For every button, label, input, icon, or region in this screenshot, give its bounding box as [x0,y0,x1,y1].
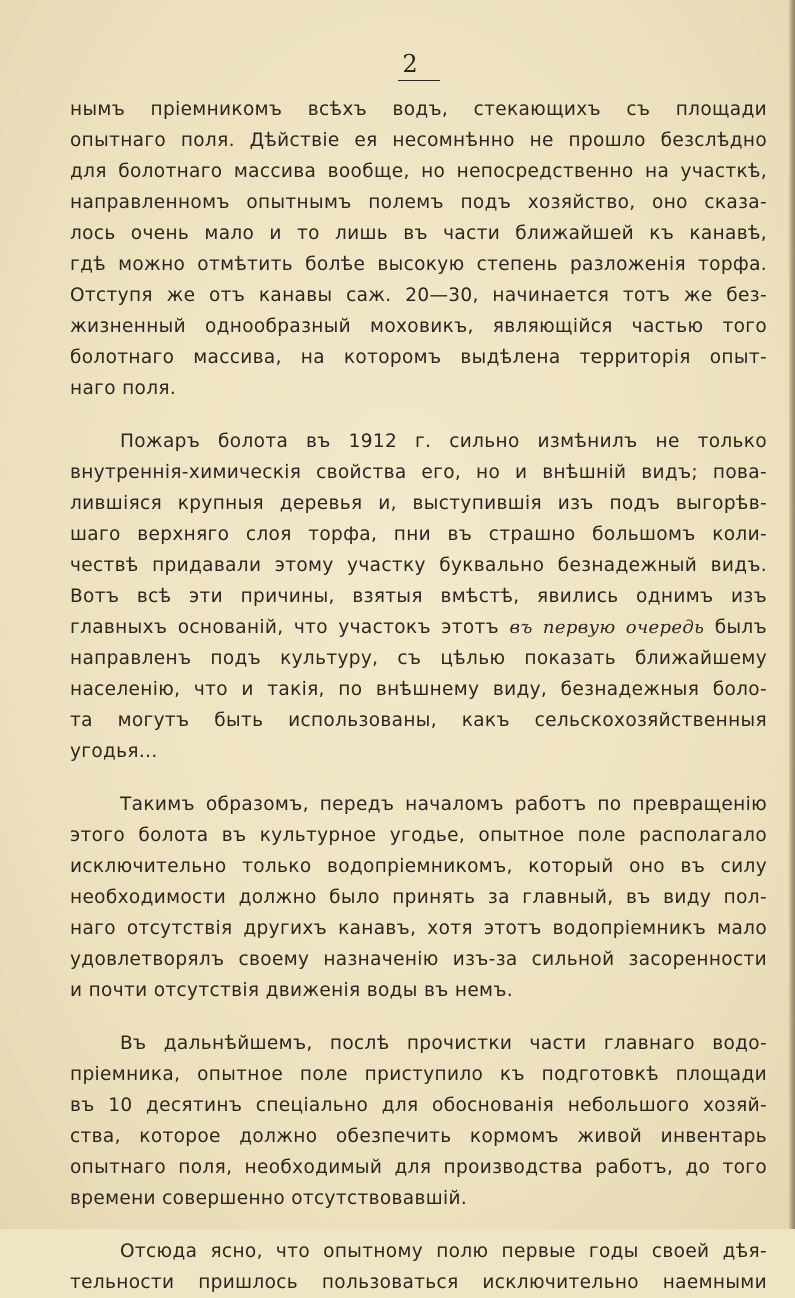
text-line: Вотъ всѣ эти причины, взятыя вмѣстѣ, явились однимъ изъ [70,586,767,607]
text-line: въ 10 десятинъ спеціально для обоснованія небольшого хозяй- [70,1095,767,1116]
text-line: болотнаго массива, на которомъ выдѣлена территорія опыт- [70,347,767,368]
text-line: лившіяся крупныя деревья и, выступившія изъ подъ выгорѣв- [70,493,767,514]
paragraph-2 [70,426,767,767]
text-line: наго отсутствія другихъ канавъ, хотя этотъ водопріемникъ мало [70,918,767,939]
text-line: Такимъ образомъ, передъ началомъ работъ по превращенію [120,794,767,815]
text-line: необходимости должно было принять за главный, въ виду пол- [70,887,767,908]
italic-emphasis: въ первую очередь [509,617,705,638]
text-line: времени совершенно отсутствовавшій. [70,1188,468,1209]
text-line: шаго верхняго слоя торфа, пни въ страшно большомъ коли- [70,524,767,545]
text-line: направленъ подъ культуру, съ цѣлью показать ближайшему [70,648,767,669]
page-number-rule [398,80,440,81]
text-line: жизненный однообразный моховикъ, являющійся частью того [70,316,767,337]
text-line: ства, которое должно обезпечить кормомъ живой инвентарь [70,1126,767,1147]
text-line: та могутъ быть использованы, какъ сельскохозяйственныя [70,710,767,731]
paragraph-3 [70,789,767,1006]
text-line: Пожаръ болота въ 1912 г. сильно измѣнилъ не только [120,431,767,452]
text-line: опытнаго поля. Дѣйствіе ея несомнѣнно не прошло безслѣдно [70,130,767,151]
text-line: опытнаго поля, необходимый для производства работъ, до того [70,1157,767,1178]
text-line: наго поля. [70,378,177,399]
paragraph-gap [70,767,767,789]
text-line: этого болота въ культурное угодье, опытное поле располагало [70,825,767,846]
page-edge-shadow [789,0,795,1229]
text-line: внутреннія-химическія свойства его, но и внѣшній видъ; пова- [70,462,767,483]
text-line: направленномъ опытнымъ полемъ подъ хозяйство, оно сказа- [70,192,767,213]
text-line: лось очень мало и то лишь въ части ближайшей къ канавѣ, [70,223,767,244]
text-line: угодья... [70,741,158,762]
page-number: 2 [402,50,418,78]
paragraph-1 [70,94,767,404]
text-line: чествѣ придавали этому участку буквально безнадежный видъ. [70,555,767,576]
text-line: населенію, что и такія, по внѣшнему виду, безнадежныя боло- [70,679,767,700]
body-text [70,94,767,1298]
text-segment: главныхъ основаній, что участокъ этотъ [70,617,500,638]
text-line: нымъ пріемникомъ всѣхъ водъ, стекающихъ съ площади [70,99,767,120]
text-line: удовлетворялъ своему назначенію изъ-за сильной засоренности [70,949,767,970]
text-line-with-italic [70,612,767,643]
text-line: исключительно только водопріемникомъ, который оно въ силу [70,856,767,877]
text-line: Отсюда ясно, что опытному полю первые годы своей дѣя- [120,1241,767,1262]
text-line: гдѣ можно отмѣтить болѣе высокую степень разложенія торфа. [70,254,767,275]
text-line: пріемника, опытное поле приступило къ подготовкѣ площади [70,1064,767,1085]
paragraph-5 [70,1236,767,1298]
text-line: тельности пришлось пользоваться исключительно наемными [70,1272,767,1293]
text-segment: былъ [714,617,767,638]
paragraph-gap [70,1214,767,1236]
text-line: Отступя же отъ канавы саж. 20—30, начинается тотъ же без- [70,285,767,306]
paragraph-gap [70,404,767,426]
text-line: для болотнаго массива вообще, но непосредственно на участкѣ, [70,161,767,182]
paragraph-4 [70,1028,767,1214]
paragraph-gap [70,1006,767,1028]
text-line: Въ дальнѣйшемъ, послѣ прочистки части главнаго водо- [120,1033,767,1054]
text-line: и почти отсутствія движенія воды въ немъ. [70,980,514,1001]
